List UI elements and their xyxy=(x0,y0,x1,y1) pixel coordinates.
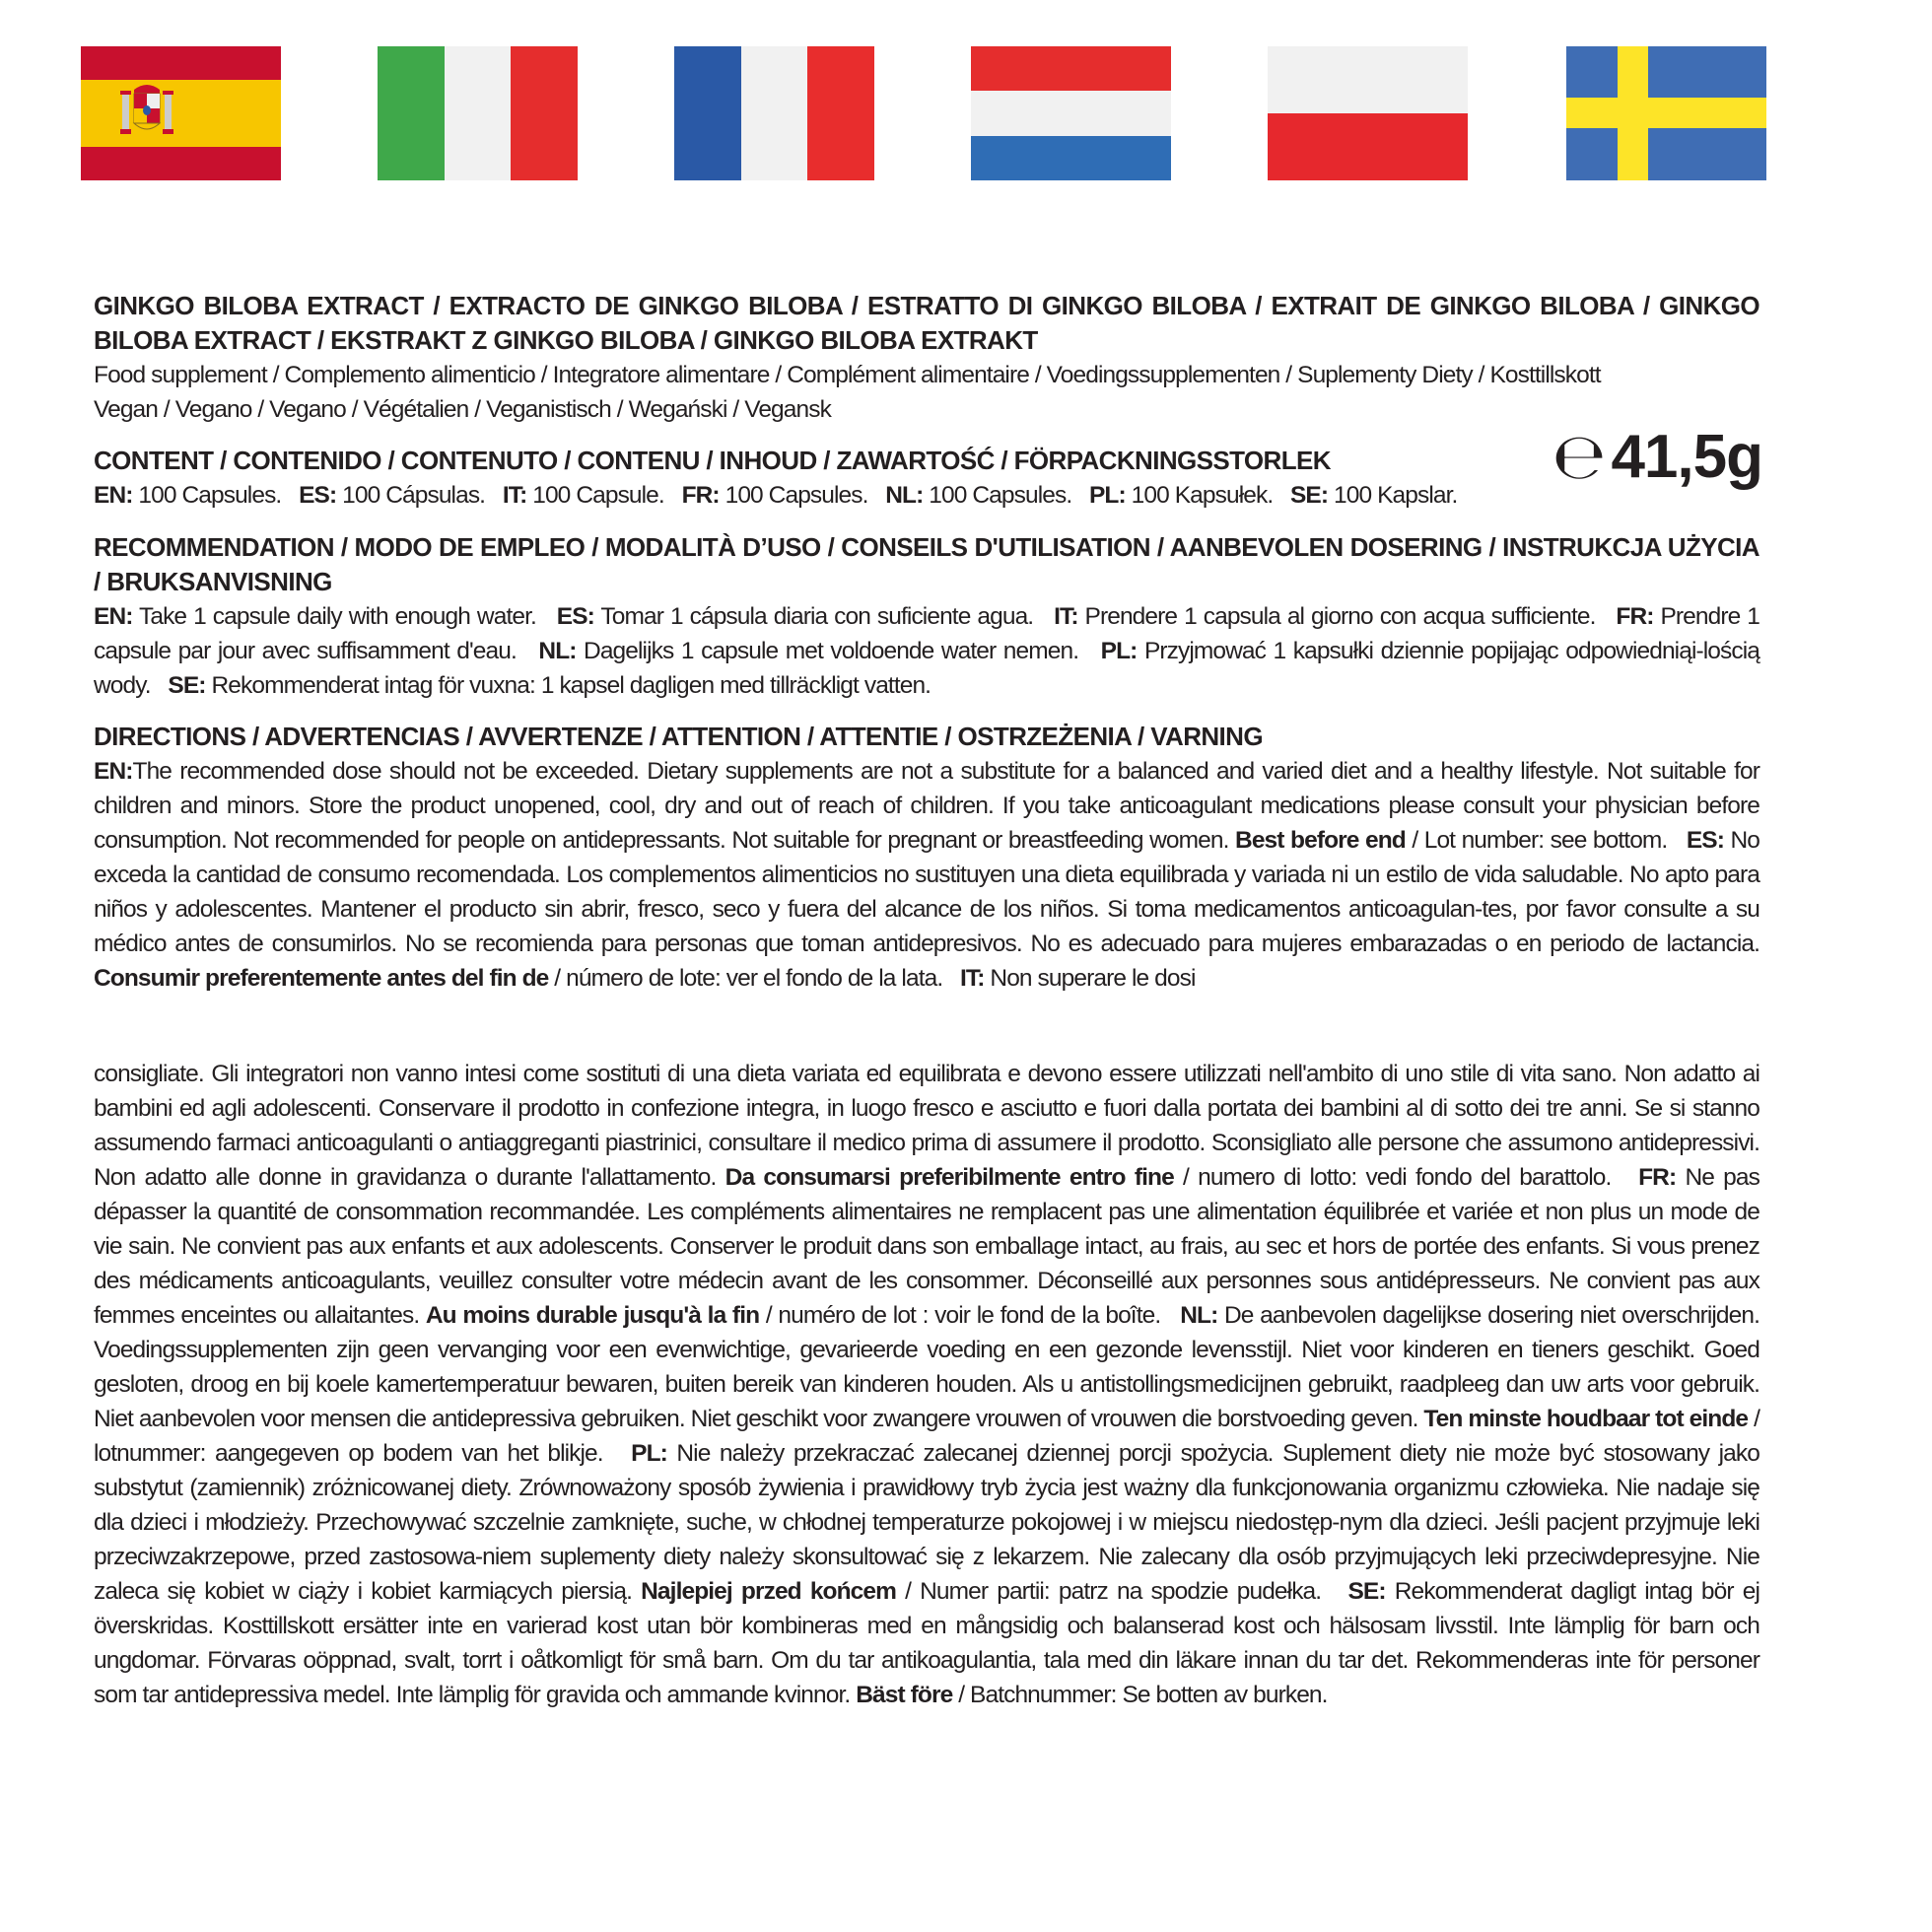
flags-row xyxy=(0,46,1932,184)
poland-flag xyxy=(1268,46,1468,180)
france-flag xyxy=(674,46,874,180)
netherlands-flag xyxy=(971,46,1171,180)
italy-flag xyxy=(378,46,578,180)
net-weight xyxy=(1552,421,1762,494)
recommendation-heading: RECOMMENDATION / MODO DE EMPLEO / MODALITÀ D’USO / CONSEILS D'UTILISATION / AANBEVOLEN DOSERING / INSTRUKCJA UŻYCIA / BRUKSANVISNING xyxy=(94,532,1760,596)
recommendation-section xyxy=(94,530,1760,703)
directions-continued-section xyxy=(94,1057,1760,1712)
spain-flag xyxy=(81,46,281,180)
sweden-flag xyxy=(1566,46,1766,180)
content-section xyxy=(94,444,1572,513)
directions-section xyxy=(94,720,1760,996)
recommendation-text: EN: Take 1 capsule daily with enough water. ES: Tomar 1 cápsula diaria con suficiente agua. IT: Prendere 1 capsula al giorno con acqua sufficiente. FR: Prendre 1 capsule par jour avec suffisamment d'eau. NL: Dagelijks 1 capsule met voldoende water nemen. PL: Przyjmować 1 kapsułki dziennie popijając odpowiedniąi-lością wody. SE: Rekommenderat intag för vuxna: 1 kapsel dagligen med tillräckligt vatten. xyxy=(94,603,1760,699)
content-text: EN: 100 Capsules. ES: 100 Cápsulas. IT: 100 Capsule. FR: 100 Capsules. NL: 100 Capsules. PL: 100 Kapsułek. SE: 100 Kapslar. xyxy=(94,482,1458,509)
product-title: GINKGO BILOBA EXTRACT / EXTRACTO DE GINKGO BILOBA / ESTRATTO DI GINKGO BILOBA / EXTRAIT DE GINKGO BILOBA / GINKGO BILOBA EXTRACT / EKSTRAKT Z GINKGO BILOBA / GINKGO BILOBA EXTRAKT xyxy=(94,291,1760,355)
directions-continued-text: consigliate. Gli integratori non vanno intesi come sostituti di una dieta variata ed equilibrata e devono essere utilizzati nell'ambito di uno stile di vita sano. Non adatto ai bambini ed agli adolescenti. Conservare il prodotto in confezione integra, in luogo fresco e asciutto e fuori dalla portata dei bambini al di sotto dei tre anni. Se si stanno assumendo farmaci anticoagulanti o antiaggreganti piastrinici, consultare il medico prima di assumere il prodotto. Sconsigliato alle persone che assumono antidepressivi. Non adatto alle donne in gravidanza o durante l'allattamento. Da consumarsi preferibilmente entro fine / numero di lotto: vedi fondo del barattolo. FR: Ne pas dépasser la quantité de consommation recommandée. Les compléments alimentaires ne remplacent pas une alimentation équilibrée et variée et non plus un mode de vie sain. Ne convient pas aux enfants et aux adolescents. Conserver le produit dans son emballage intact, au frais, au sec et hors de portée des enfants. Si vous prenez des médicaments anticoagulants, veuillez consulter votre médecin avant de les consommer. Déconseillé aux personnes sous antidépresseurs. Ne convient pas aux femmes enceintes ou allaitantes. Au moins durable jusqu'à la fin / numéro de lot : voir le fond de la boîte. NL: De aanbevolen dagelijkse dosering niet overschrijden. Voedingssupplementen zijn geen vervanging voor een evenwichtige, gevarieerde voeding en een gezonde levensstijl. Niet voor kinderen en tieners geschikt. Goed gesloten, droog en bij koele kamertemperatuur bewaren, buiten bereik van kinderen houden. Als u antistollingsmedicijnen gebruikt, raadpleeg dan uw arts voor gebruik. Niet aanbevolen voor mensen die antidepressiva gebruiken. Niet geschikt voor zwangere vrouwen of vrouwen die borstvoeding geven. Ten minste houdbaar tot einde / lotnummer: aangegeven op bodem van het blikje. PL: Nie należy przekraczać zalecanej dziennej porcji spożycia. Suplement diety nie może być stosowany jako substytut (zamiennik) zróżnicowanej diety. Zrównoważony sposób żywienia i prawidłowy tryb życia jest ważny dla funkcjonowania organizmu człowieka. Nie nadaje się dla dzieci i młodzieży. Przechowywać szczelnie zamknięte, suche, w chłodnej temperaturze pokojowej i w miejscu niedostęp-nym dla dzieci. Jeśli pacjent przyjmuje leki przeciwzakrzepowe, przed zastosowa-niem suplementy diety należy skonsultować się z lekarzem. Nie zalecany dla osób przyjmujących leki przeciwdepresyjne. Nie zaleca się kobiet w ciąży i kobiet karmiących piersią. Najlepiej przed końcem / Numer partii: patrz na spodzie pudełka. SE: Rekommenderat dagligt intag bör ej överskridas. Kosttillskott ersätter inte en varierad kost utan bör kombineras med en mångsidig och balanserad kost och hälsosam livsstil. Inte lämplig för barn och ungdomar. Förvaras oöppnad, svalt, torrt i oåtkomligt för små barn. Om du tar antikoagulantia, tala med din läkare innan du tar det. Rekommenderas inte för personer som tar antidepressiva medel. Inte lämplig för gravida och ammande kvinnor. Bäst före / Batchnummer: Se botten av burken. xyxy=(94,1061,1760,1708)
product-category: Food supplement / Complemento alimenticio / Integratore alimentare / Complément alimentaire / Voedingssupplementen / Suplementy Diety / Kosttillskott xyxy=(94,362,1601,388)
content-heading: CONTENT / CONTENIDO / CONTENUTO / CONTENU / INHOUD / ZAWARTOŚĆ / FÖRPACKNINGSSTORLEK xyxy=(94,446,1331,475)
estimated-sign-icon: ℮ xyxy=(1552,421,1606,494)
directions-text: EN:The recommended dose should not be exceeded. Dietary supplements are not a substitute for a balanced and varied diet and a healthy lifestyle. Not suitable for children and minors. Store the product unopened, cool, dry and out of reach of children. If you take anticoagulant medications please consult your physician before consumption. Not recommended for people on antidepressants. Not suitable for pregnant or breastfeeding women. Best before end / Lot number: see bottom. ES: No exceda la cantidad de consumo recomendada. Los complementos alimenticios no sustituyen una dieta equilibrada y variada ni un estilo de vida saludable. No apto para niños y adolescentes. Mantener el producto sin abrir, fresco, seco y fuera del alcance de los niños. Si toma medicamentos anticoagulan-tes, por favor consulte a su médico antes de consumirlos. No se recomienda para personas que toman antidepresivos. No es adecuado para mujeres embarazadas o en periodo de lactancia. Consumir preferentemente antes del fin de / número de lote: ver el fondo de la lata. IT: Non superare le dosi xyxy=(94,758,1760,992)
vegan-label: Vegan / Vegano / Vegano / Végétalien / Veganistisch / Wegański / Vegansk xyxy=(94,396,831,423)
net-weight-value: 41,5g xyxy=(1611,423,1762,491)
directions-heading: DIRECTIONS / ADVERTENCIAS / AVVERTENZE / ATTENTION / ATTENTIE / OSTRZEŻENIA / VARNING xyxy=(94,722,1263,751)
product-title-section xyxy=(94,289,1760,427)
